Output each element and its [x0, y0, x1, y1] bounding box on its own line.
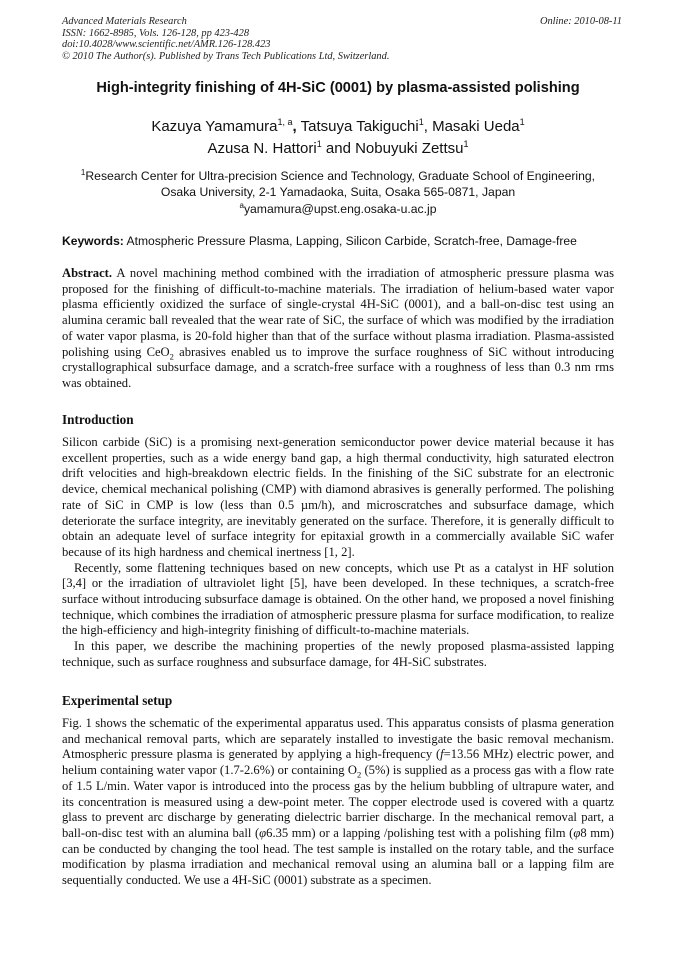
paragraph-text: 8 mm) can be conducted by changing the tool head. The test sample is installed on the rotary table, and the surface modification by plasma irradiation and mechanical removal using an alumina ball or a lapping film are sequentially conducted. We use a 4H-SiC (0001) substrate as a specimen. — [62, 825, 614, 888]
affiliation-line: Research Center for Ultra-precision Science and Technology, Graduate School of Engineering, — [85, 169, 596, 184]
author-superscript: 1, a — [277, 117, 293, 127]
subscript: 2 — [356, 769, 362, 780]
paper-title: High-integrity finishing of 4H-SiC (0001) by plasma-assisted polishing — [96, 80, 580, 96]
keywords-label: Keywords: — [62, 234, 124, 248]
frequency-symbol: f — [440, 747, 444, 762]
email-superscript: a — [239, 201, 244, 210]
journal-name: Advanced Materials Research — [62, 16, 187, 27]
author-line-1: Kazuya Yamamura$^{1, a}$, Tatsuya Takiguchi$^1$, Masaki Ueda$^1$ — [151, 117, 525, 135]
author-name: Azusa N. Hattori — [207, 140, 317, 157]
copyright-line: © 2010 The Author(s). Published by Trans Tech Publications Ltd, Switzerland. — [62, 50, 390, 62]
diameter-symbol: φ — [259, 825, 267, 840]
keywords-text: Atmospheric Pressure Plasma, Lapping, Silicon Carbide, Scratch-free, Damage-free — [126, 234, 577, 248]
paragraph-text: 6.35 mm) or a lapping /polishing test with a polishing film ( — [266, 825, 574, 840]
email-address[interactable]: yamamura@upst.eng.osaka-u.ac.jp — [243, 202, 437, 217]
issn-line: ISSN: 1662-8985, Vols. 126-128, pp 423-428 — [62, 27, 250, 39]
abstract — [62, 266, 614, 392]
doi-line[interactable]: doi:10.4028/www.scientific.net/AMR.126-128.423 — [62, 39, 271, 51]
author-email — [62, 201, 614, 216]
affiliation-superscript: 1 — [80, 168, 86, 177]
author-superscript: 1 — [316, 139, 322, 149]
paragraph-text: =13.56 MHz) electric power, and helium containing water vapor (1.7-2.6%) or containing O — [62, 747, 614, 778]
paragraph: In this paper, we describe the machining properties of the newly proposed plasma-assisted lapping technique, such as surface roughness and subsurface damage, for 4H-SiC substrates. — [62, 639, 614, 669]
abstract-text: A novel machining method combined with the irradiation of atmospheric pressure plasma was proposed for the finishing of difficult-to-machine materials. The irradiation of helium-based water vapor plasma efficiently oxidized the surface of single-crystal 4H-SiC (0001), and a ball-on-disc test using an alumina ceramic ball revealed that the wear rate of SiC, the surface of which was modified by the irradiation of water vapor plasma, is 20-fold higher than that of the surface without plasma irradiation. Plasma-assisted polishing using CeO — [62, 266, 614, 359]
section-heading-introduction: Introduction — [62, 412, 134, 427]
author-name: Tatsuya Takiguchi — [300, 118, 419, 135]
keywords — [62, 234, 614, 248]
author-superscript: 1 — [463, 139, 469, 149]
section-heading-experimental-setup: Experimental setup — [62, 693, 173, 708]
affiliation-line: Osaka University, 2-1 Yamadaoka, Suita, Osaka 565-0871, Japan — [160, 184, 516, 199]
author-name: Nobuyuki Zettsu — [355, 140, 464, 157]
author-separator: , — [292, 118, 297, 135]
online-date: Online: 2010-08-11 — [539, 16, 622, 27]
paragraph: Silicon carbide (SiC) is a promising next-generation semiconductor power device material because it has excellent properties, such as a wide energy band gap, a high thermal conductivity, high saturated electron drift velocities and high-breakdown electric fields. In the finishing of the SiC substrate for an electronic device, chemical mechanical polishing (CMP) with diamond abrasives is generally performed. The polishing rate of SiC in CMP is low (less than 0.5 µm/h), and microscratches and subsurface damage, which deteriorate the surface integrity, are inevitably generated on the surface. Therefore, it is generally difficult to obtain an adequate level of surface integrity for epitaxial growth in a commercially available SiC wafer because of its high hardness and chemical inertness [1, 2]. — [62, 435, 614, 559]
paragraph-text: Fig. 1 shows the schematic of the experimental apparatus used. This apparatus consists of plasma generation and mechanical removal parts, which are separately installed to investigate the basic removal mechanism. Atmospheric pressure plasma is generated by applying a high-frequency ( — [62, 716, 614, 762]
introduction-body — [62, 435, 614, 671]
paragraph-text: (5%) is supplied as a process gas with a flow rate of 1.5 L/min. Water vapor is introduced into the process gas by the helium bubbling of ultrapure water, and its concentration is measured using a dew-point meter. The copper electrode used is covered with a quartz glass to prevent arc discharge by generating dielectric barrier discharge. In the mechanical removal part, a ball-on-disc test with an alumina ball ( — [62, 763, 614, 840]
author-conjunction: and — [325, 140, 351, 157]
abstract-text: abrasives enabled us to improve the surface roughness of SiC without introducing crystallographical subsurface damage, and a scratch-free surface with a roughness of less than 0.3 nm rms was obtained. — [62, 344, 614, 390]
paragraph: Recently, some flattening techniques based on new concepts, which use Pt as a catalyst in HF solution [3,4] or the irradiation of ultraviolet light [5], have been developed. In these techniques, a scratch-free surface without introducing subsurface damage is obtained. On the other hand, we proposed a novel finishing technique, which combines the irradiation of atmospheric pressure plasma for surface modification, to realize the high-efficiency and high-integrity finishing of difficult-to-machine materials. — [62, 560, 614, 638]
affiliation — [62, 165, 614, 200]
subscript: 2 — [169, 351, 174, 362]
author-superscript: 1 — [418, 117, 424, 127]
journal-header — [62, 16, 622, 62]
author-superscript: 1 — [519, 117, 525, 127]
diameter-symbol: φ — [573, 825, 581, 840]
abstract-label: Abstract. — [62, 266, 113, 280]
experimental-body — [62, 716, 614, 889]
author-name: Masaki Ueda — [432, 118, 520, 135]
author-name: Kazuya Yamamura — [151, 118, 278, 135]
author-line-2 — [62, 139, 614, 157]
